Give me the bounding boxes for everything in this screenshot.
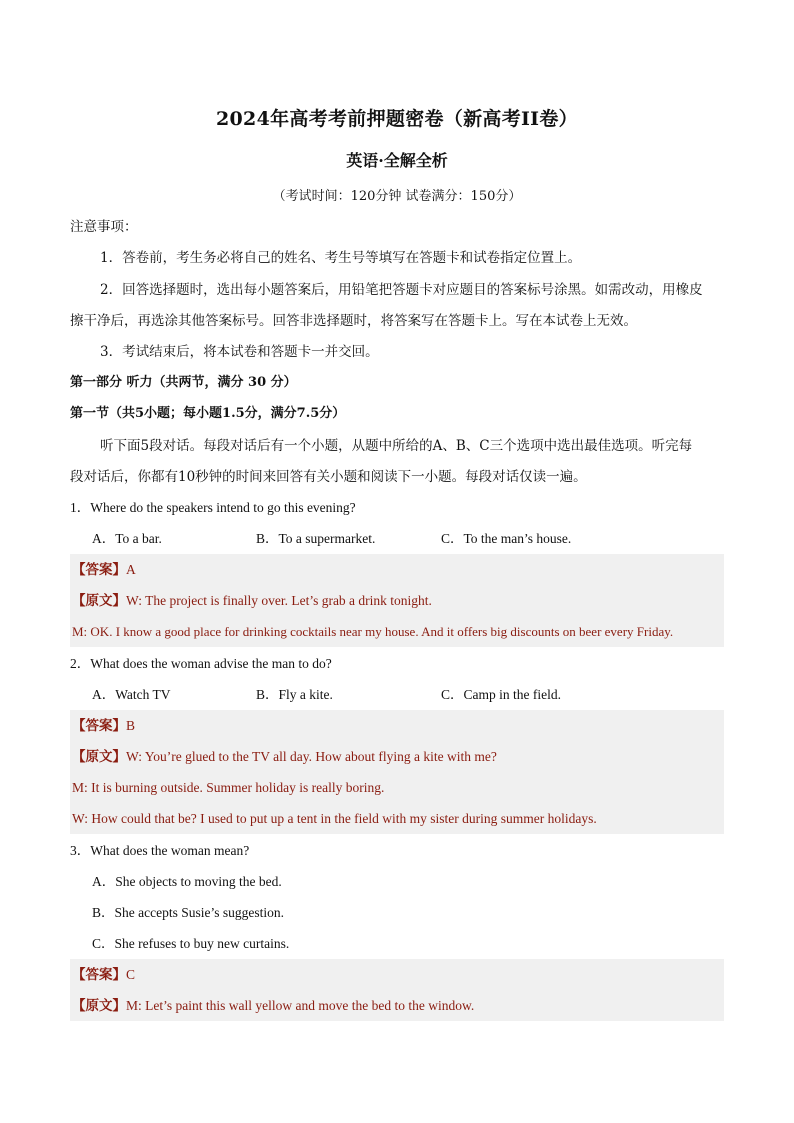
q2-original-line-2: M: It is burning outside. Summer holiday is really boring. (72, 780, 385, 795)
note-2-line-1: 2．回答选择题时，选出每小题答案后，用铅笔把答题卡对应题目的答案标号涂黑。如需改动，用橡皮 (100, 282, 703, 298)
q2-answer: B (126, 718, 136, 733)
q1-original-box (70, 585, 724, 616)
q2-original-line-3: W: How could that be? I used to put up a tent in the field with my sister during summer holidays. (72, 811, 597, 826)
q3-original-line-1: M: Let’s paint this wall yellow and move the bed to the window. (126, 998, 475, 1013)
q1-answer: A (126, 562, 136, 577)
part1-heading: 第一部分 听力（共两节，满分 30 分） (70, 375, 297, 390)
q2-original-box-2 (70, 772, 724, 803)
q1-original-line-2: M: OK. I know a good place for drinking cocktails near my house. And it offers big discounts on beer every Friday. (72, 624, 674, 639)
q3-option-a: A．She objects to moving the bed. (92, 874, 282, 889)
instruction-line-1: 听下面5段对话。每段对话后有一个小题，从题中所给的A、B、C三个选项中选出最佳选项。听完每 (100, 438, 693, 454)
q2-original-box-3 (70, 803, 724, 834)
answer-label: 【答案】 (72, 718, 126, 734)
q2-original-box (70, 741, 724, 772)
q3-answer: C (126, 967, 136, 982)
answer-label: 【答案】 (72, 967, 126, 983)
q3-option-b: B．She accepts Susie’s suggestion. (92, 905, 284, 920)
answer-label: 【答案】 (72, 562, 126, 578)
q2-option-c: C．Camp in the field. (441, 687, 561, 702)
instruction-line-2: 段对话后，你都有10秒钟的时间来回答有关小题和阅读下一小题。每段对话仅读一遍。 (70, 469, 587, 485)
note-2-line-2: 擦干净后，再选涂其他答案标号。回答非选择题时，将答案写在答题卡上。写在本试卷上无效。 (70, 313, 637, 329)
exam-info: （考试时间：120分钟 试卷满分：150分） (272, 189, 522, 204)
note-3: 3．考试结束后，将本试卷和答题卡一并交回。 (100, 344, 379, 360)
original-label: 【原文】 (72, 593, 126, 609)
q2-option-a: A．Watch TV (92, 687, 171, 702)
page-subtitle: 英语·全解全析 (346, 151, 448, 170)
note-1: 1．答卷前，考生务必将自己的姓名、考生号等填写在答题卡和试卷指定位置上。 (100, 250, 582, 266)
q2-answer-box (70, 710, 724, 741)
q1-option-a: A．To a bar. (92, 531, 162, 546)
section1-heading: 第一节（共5小题；每小题1.5分，满分7.5分） (70, 406, 346, 421)
q1-original-box-2 (70, 616, 724, 647)
q1-option-b: B．To a supermarket. (256, 531, 376, 546)
original-label: 【原文】 (72, 998, 126, 1014)
q1-answer-box (70, 554, 724, 585)
original-label: 【原文】 (72, 749, 126, 765)
page-title: 2024年高考考前押题密卷（新高考II卷） (216, 108, 578, 130)
question-1-stem: 1．Where do the speakers intend to go this evening? (70, 500, 356, 515)
q1-option-c: C．To the man’s house. (441, 531, 572, 546)
question-2-stem: 2．What does the woman advise the man to do? (70, 656, 332, 671)
q1-original-line-1: W: The project is finally over. Let’s grab a drink tonight. (126, 593, 432, 608)
q2-option-b: B．Fly a kite. (256, 687, 333, 702)
q3-answer-box (70, 959, 724, 990)
q2-original-line-1: W: You’re glued to the TV all day. How about flying a kite with me? (126, 749, 497, 764)
question-3-stem: 3．What does the woman mean? (70, 843, 250, 858)
q3-original-box (70, 990, 724, 1021)
q3-option-c: C．She refuses to buy new curtains. (92, 936, 290, 951)
notes-heading: 注意事项： (70, 219, 138, 235)
